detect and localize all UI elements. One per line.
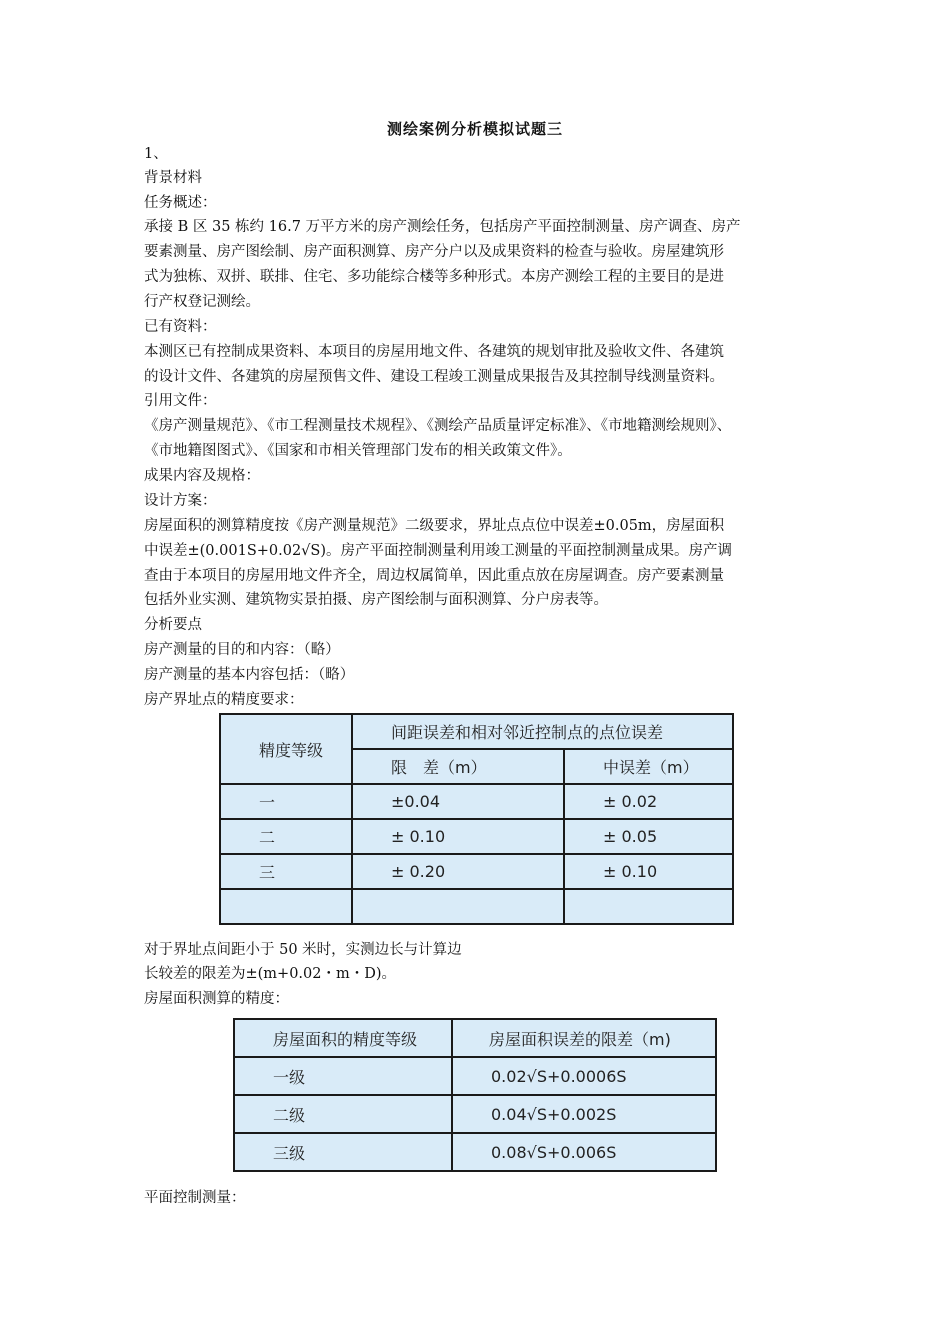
- text-line: 查由于本项目的房屋用地文件齐全，周边权属简单，因此重点放在房屋调查。房产要素测量: [144, 568, 724, 584]
- text-line: 成果内容及规格：: [144, 468, 260, 484]
- table-row: [220, 784, 733, 819]
- table-row: [234, 1095, 716, 1133]
- grade-cell: 三级: [234, 1133, 452, 1171]
- text-line: 引用文件：: [144, 393, 217, 409]
- mean-error-cell: ± 0.10: [564, 854, 733, 889]
- text-line: 长较差的限差为±(m+0.02・m・D)。: [144, 966, 397, 982]
- limit-cell: ±0.04: [352, 784, 564, 819]
- boundary-point-precision-table: [219, 713, 734, 925]
- mean-error-cell: ± 0.02: [564, 784, 733, 819]
- limit-cell: 0.02√S+0.0006S: [452, 1057, 716, 1095]
- text-line: 对于界址点间距小于 50 米时，实测边长与计算边: [144, 942, 462, 958]
- text-line: 的设计文件、各建筑的房屋预售文件、建设工程竣工测量成果报告及其控制导线测量资料。: [144, 369, 724, 385]
- limit-cell: ± 0.10: [352, 819, 564, 854]
- text-line: 已有资料：: [144, 319, 217, 335]
- grade-cell: 一级: [234, 1057, 452, 1095]
- header-area-grade: 房屋面积的精度等级: [234, 1019, 452, 1057]
- text-line: 《市地籍图图式》、《国家和市相关管理部门发布的相关政策文件》。: [144, 443, 572, 459]
- limit-cell: [352, 889, 564, 924]
- text-line: 中误差±(0.001S+0.02√S)。房产平面控制测量利用竣工测量的平面控制测量成果。房产调: [144, 543, 733, 559]
- text-line: 任务概述：: [144, 195, 217, 211]
- table-row: [220, 819, 733, 854]
- header-grade: 精度等级: [220, 714, 352, 784]
- table-row: [220, 889, 733, 924]
- document-title: 测绘案例分析模拟试题三: [386, 120, 563, 138]
- text-line: 承接 B 区 35 栋约 16.7 万平方米的房产测绘任务，包括房产平面控制测量、房产调查、房产: [144, 219, 741, 235]
- limit-cell: ± 0.20: [352, 854, 564, 889]
- grade-cell: 一: [220, 784, 352, 819]
- mean-error-cell: ± 0.05: [564, 819, 733, 854]
- grade-cell: [220, 889, 352, 924]
- text-line: 《房产测量规范》、《市工程测量技术规程》、《测绘产品质量评定标准》、《市地籍测绘规则》、: [144, 418, 732, 434]
- text-line: 分析要点: [144, 617, 202, 633]
- text-line: 房屋面积的测算精度按《房产测量规范》二级要求，界址点点位中误差±0.05m，房屋面积: [144, 518, 725, 534]
- table-row: [220, 854, 733, 889]
- header-limit: 限 差（m）: [352, 749, 564, 784]
- text-line: 式为独栋、双拼、联排、住宅、多功能综合楼等多种形式。本房产测绘工程的主要目的是进: [144, 269, 724, 285]
- text-line: 本测区已有控制成果资料、本项目的房屋用地文件、各建筑的规划审批及验收文件、各建筑: [144, 344, 724, 360]
- grade-cell: 三: [220, 854, 352, 889]
- text-line: 1、: [144, 146, 168, 162]
- text-line: 包括外业实测、建筑物实景拍摄、房产图绘制与面积测算、分户房表等。: [144, 592, 608, 608]
- grade-cell: 二: [220, 819, 352, 854]
- table-row: [234, 1057, 716, 1095]
- text-line: 行产权登记测绘。: [144, 294, 260, 310]
- header-area-limit: 房屋面积误差的限差（m): [452, 1019, 716, 1057]
- table-row: [234, 1133, 716, 1171]
- text-line: 要素测量、房产图绘制、房产面积测算、房产分户以及成果资料的检查与验收。房屋建筑形: [144, 244, 724, 260]
- text-line: 房产测量的基本内容包括：（略）: [144, 667, 355, 683]
- header-group: 间距误差和相对邻近控制点的点位误差: [352, 714, 733, 749]
- text-line: 房屋面积测算的精度：: [144, 991, 289, 1007]
- text-line: 平面控制测量：: [144, 1190, 246, 1206]
- area-precision-table: [233, 1018, 717, 1172]
- limit-cell: 0.04√S+0.002S: [452, 1095, 716, 1133]
- text-line: 背景材料: [144, 170, 202, 186]
- limit-cell: 0.08√S+0.006S: [452, 1133, 716, 1171]
- text-line: 房产测量的目的和内容：（略）: [144, 642, 340, 658]
- text-line: 房产界址点的精度要求：: [144, 692, 304, 708]
- text-line: 设计方案：: [144, 493, 217, 509]
- grade-cell: 二级: [234, 1095, 452, 1133]
- header-mean-error: 中误差（m）: [564, 749, 733, 784]
- mean-error-cell: [564, 889, 733, 924]
